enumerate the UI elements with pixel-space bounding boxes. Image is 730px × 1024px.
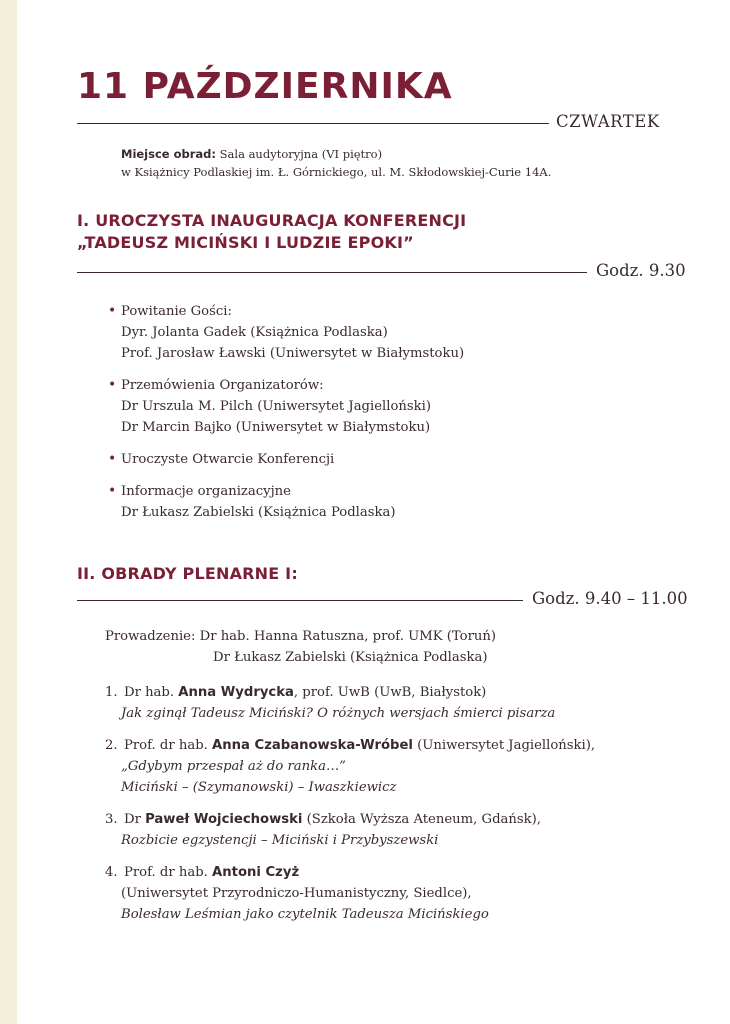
weekday-label: CZWARTEK: [556, 112, 660, 131]
talk-title: Jak zginął Tadeusz Miciński? O różnych wersjach śmierci pisarza: [121, 706, 556, 721]
talks-list: [105, 682, 595, 936]
list-item: [105, 682, 595, 724]
section1-time: Godz. 9.30: [596, 261, 686, 280]
bullet-icon: •: [108, 303, 117, 319]
speaker-name: Antoni Czyż: [212, 865, 300, 880]
list-item: [108, 375, 464, 438]
section1-items: [108, 301, 464, 534]
talk-title: Rozbicie egzystencji – Miciński i Przybyszewski: [121, 833, 439, 848]
page-border-strip: [0, 0, 17, 1024]
item-line: Prof. Jarosław Ławski (Uniwersytet w Białymstoku): [121, 346, 465, 361]
talk-number: 2.: [105, 738, 118, 753]
speaker-affiliation: (Szkoła Wyższa Ateneum, Gdańsk),: [302, 812, 541, 827]
list-item: [108, 301, 464, 364]
speaker-name: Paweł Wojciechowski: [145, 812, 303, 827]
item-line: Dr Marcin Bajko (Uniwersytet w Białymstoku): [121, 420, 431, 435]
venue-line2: w Książnicy Podlaskiej im. Ł. Górnickiego, ul. M. Skłodowskiej-Curie 14A.: [121, 165, 552, 179]
speaker-affiliation: , prof. UwB (UwB, Białystok): [293, 685, 487, 700]
section1-title-line1: I. UROCZYSTA INAUGURACJA KONFERENCJI: [77, 211, 467, 230]
list-item: [105, 862, 595, 925]
list-item: [108, 449, 464, 470]
venue-info: [121, 145, 551, 181]
talk-title-prefix: Prof. dr hab.: [124, 865, 208, 880]
item-line: Dyr. Jolanta Gadek (Książnica Podlaska): [121, 325, 388, 340]
venue-label: Miejsce obrad:: [121, 147, 216, 161]
section1-heading: [77, 210, 466, 254]
item-line: Przemówienia Organizatorów:: [121, 378, 324, 393]
talk-title: Miciński – (Szymanowski) – Iwaszkiewicz: [121, 780, 397, 795]
speaker-affiliation: (Uniwersytet Jagielloński),: [412, 738, 596, 753]
item-line: Powitanie Gości:: [121, 304, 232, 319]
venue-line1: Sala audytoryjna (VI piętro): [219, 147, 383, 161]
speaker-name: Anna Czabanowska-Wróbel: [212, 738, 413, 753]
chair-1: Dr hab. Hanna Ratuszna, prof. UMK (Toruń): [199, 629, 497, 644]
section1-rule: [77, 272, 587, 273]
bullet-icon: •: [108, 483, 117, 499]
bullet-icon: •: [108, 377, 117, 393]
item-line: Dr Urszula M. Pilch (Uniwersytet Jagielloński): [121, 399, 432, 414]
list-item: [105, 735, 595, 798]
talk-title-prefix: Dr hab.: [124, 685, 175, 700]
title-rule: [77, 123, 549, 124]
speaker-name: Anna Wydrycka: [178, 685, 294, 700]
talk-number: 1.: [105, 685, 118, 700]
talk-number: 4.: [105, 865, 118, 880]
talk-title-prefix: Prof. dr hab.: [124, 738, 208, 753]
item-line: Informacje organizacyjne: [121, 484, 291, 499]
chair-label: Prowadzenie:: [105, 629, 196, 644]
section2-rule: [77, 600, 523, 601]
talk-title: „Gdybym przespał aż do ranka…”: [121, 759, 346, 774]
list-item: [105, 809, 595, 851]
page-title: 11 PAŹDZIERNIKA: [77, 66, 453, 107]
talk-title-prefix: Dr: [124, 812, 141, 827]
chairs: [105, 626, 496, 668]
list-item: [108, 481, 464, 523]
chair-2: Dr Łukasz Zabielski (Książnica Podlaska): [213, 650, 488, 665]
talk-title: Bolesław Leśmian jako czytelnik Tadeusza Micińskiego: [121, 907, 489, 922]
section2-time: Godz. 9.40 – 11.00: [532, 589, 688, 608]
item-line: Dr Łukasz Zabielski (Książnica Podlaska): [121, 505, 396, 520]
section2-heading: II. OBRADY PLENARNE I:: [77, 564, 298, 583]
talk-number: 3.: [105, 812, 118, 827]
item-line: Uroczyste Otwarcie Konferencji: [121, 452, 335, 467]
section1-title-line2: „TADEUSZ MICIŃSKI I LUDZIE EPOKI”: [77, 233, 414, 252]
speaker-affiliation: (Uniwersytet Przyrodniczo-Humanistyczny, Siedlce),: [121, 886, 472, 901]
bullet-icon: •: [108, 451, 117, 467]
